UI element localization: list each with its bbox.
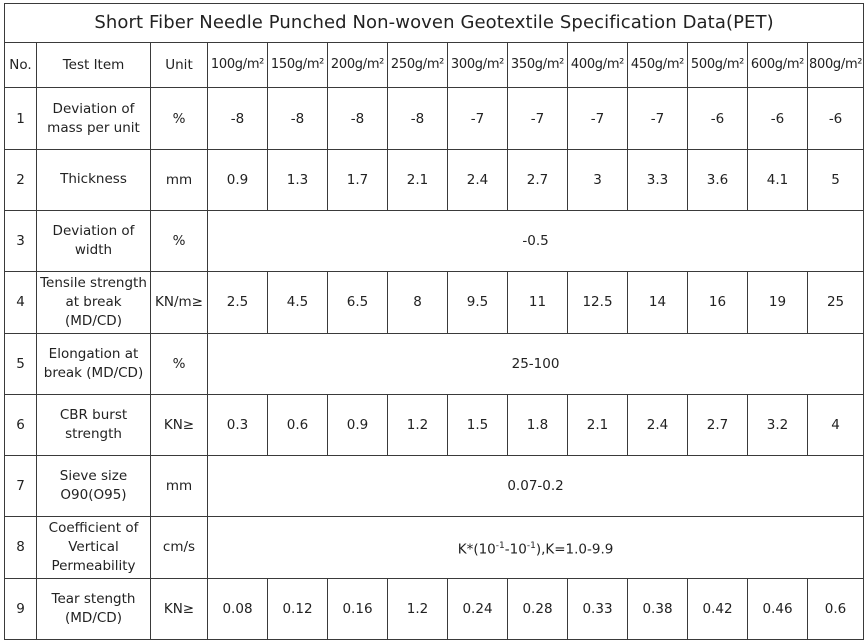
- test-item-line: Elongation at: [48, 345, 139, 362]
- value-cell: 4.5: [268, 272, 328, 333]
- header-spec: 300g/m²: [448, 43, 508, 88]
- header-spec: 400g/m²: [568, 43, 628, 88]
- row-number: 9: [5, 578, 37, 639]
- test-item-line: (MD/CD): [65, 312, 122, 329]
- header-spec: 350g/m²: [508, 43, 568, 88]
- value-cell: 4.1: [748, 149, 808, 210]
- value-cell: -7: [628, 88, 688, 149]
- formula-part: K*(10: [457, 541, 496, 558]
- value-cell: 1.7: [328, 149, 388, 210]
- unit: KN/m≥: [151, 272, 208, 333]
- header-spec: 100g/m²: [208, 43, 268, 88]
- value-cell: 0.6: [268, 394, 328, 455]
- exponent: -1: [495, 540, 505, 551]
- value-cell: 1.2: [388, 578, 448, 639]
- value-cell: -7: [568, 88, 628, 149]
- table-row: [5, 456, 864, 517]
- value-cell: 2.1: [568, 394, 628, 455]
- value-cell: 1.2: [388, 394, 448, 455]
- table-row: [5, 394, 864, 455]
- value-cell: 2.4: [448, 149, 508, 210]
- value-cell: 0.33: [568, 578, 628, 639]
- value-cell: -6: [688, 88, 748, 149]
- value-cell: 12.5: [568, 272, 628, 333]
- value-cell: -8: [328, 88, 388, 149]
- row-number: 5: [5, 333, 37, 394]
- test-item-line: CBR burst: [59, 406, 128, 423]
- value-cell: 25: [808, 272, 864, 333]
- test-item: [37, 456, 151, 517]
- value-cell: 2.7: [688, 394, 748, 455]
- test-item: [37, 272, 151, 333]
- exponent: -1: [526, 540, 536, 551]
- test-item: [37, 517, 151, 578]
- test-item: [37, 149, 151, 210]
- value-cell: 19: [748, 272, 808, 333]
- value-cell: -7: [508, 88, 568, 149]
- value-cell: -6: [808, 88, 864, 149]
- test-item-line: O90(O95): [60, 487, 127, 504]
- value-cell: 0.28: [508, 578, 568, 639]
- value-cell: 1.8: [508, 394, 568, 455]
- unit: KN≥: [151, 394, 208, 455]
- header-spec: 200g/m²: [328, 43, 388, 88]
- header-spec: 600g/m²: [748, 43, 808, 88]
- row-number: 8: [5, 517, 37, 578]
- value-cell: 8: [388, 272, 448, 333]
- header-row: [5, 43, 864, 88]
- header-spec: 800g/m²: [808, 43, 864, 88]
- value-cell: 0.38: [628, 578, 688, 639]
- formula-part: ),K=1.0-9.9: [535, 541, 614, 558]
- table-row: [5, 333, 864, 394]
- unit: mm: [151, 456, 208, 517]
- row-number: 2: [5, 149, 37, 210]
- value-cell: 5: [808, 149, 864, 210]
- test-item-line: (MD/CD): [65, 609, 122, 626]
- value-cell: 16: [688, 272, 748, 333]
- value-cell: 4: [808, 394, 864, 455]
- value-cell: 1.5: [448, 394, 508, 455]
- value-cell: -7: [448, 88, 508, 149]
- value-cell: 6.5: [328, 272, 388, 333]
- table-row: [5, 149, 864, 210]
- header-unit: Unit: [151, 43, 208, 88]
- table-row: [5, 210, 864, 271]
- test-item-line: width: [74, 242, 113, 259]
- row-number: 7: [5, 456, 37, 517]
- row-number: 6: [5, 394, 37, 455]
- test-item-line: Vertical: [68, 538, 119, 555]
- test-item: [37, 333, 151, 394]
- spec-sheet: [4, 3, 863, 640]
- header-spec: 450g/m²: [628, 43, 688, 88]
- value-cell: -8: [388, 88, 448, 149]
- unit: %: [151, 210, 208, 271]
- spec-table: [4, 3, 864, 640]
- header-spec: 150g/m²: [268, 43, 328, 88]
- table-title: Short Fiber Needle Punched Non-woven Geotextile Specification Data(PET): [5, 4, 864, 43]
- unit: cm/s: [151, 517, 208, 578]
- value-cell: 0.9: [208, 149, 268, 210]
- formula-part: -10: [504, 541, 527, 558]
- test-item-line: Tear stength: [51, 590, 136, 607]
- table-row: [5, 578, 864, 639]
- value-cell: -8: [268, 88, 328, 149]
- value-cell: 1.3: [268, 149, 328, 210]
- value-cell: 0.42: [688, 578, 748, 639]
- header-no: No.: [5, 43, 37, 88]
- header-spec: 500g/m²: [688, 43, 748, 88]
- table-row: [5, 88, 864, 149]
- value-cell: -8: [208, 88, 268, 149]
- value-cell: 2.4: [628, 394, 688, 455]
- value-cell: -6: [748, 88, 808, 149]
- unit: mm: [151, 149, 208, 210]
- unit: KN≥: [151, 578, 208, 639]
- unit: %: [151, 88, 208, 149]
- header-test-item: Test Item: [37, 43, 151, 88]
- value-cell: 0.46: [748, 578, 808, 639]
- test-item: [37, 88, 151, 149]
- value-cell: 3: [568, 149, 628, 210]
- unit: %: [151, 333, 208, 394]
- value-cell: 2.5: [208, 272, 268, 333]
- merged-value: 25-100: [208, 333, 864, 394]
- test-item-line: Deviation of: [52, 100, 135, 117]
- value-cell: 0.24: [448, 578, 508, 639]
- value-cell: 9.5: [448, 272, 508, 333]
- merged-value: 0.07-0.2: [208, 456, 864, 517]
- test-item-line: break (MD/CD): [43, 364, 144, 381]
- value-cell: 2.1: [388, 149, 448, 210]
- value-cell: 0.6: [808, 578, 864, 639]
- test-item-line: mass per unit: [47, 119, 140, 136]
- test-item-line: Deviation of: [52, 223, 135, 240]
- test-item: [37, 578, 151, 639]
- test-item-line: strength: [65, 425, 122, 442]
- value-cell: 3.2: [748, 394, 808, 455]
- table-row: [5, 272, 864, 333]
- value-cell: 0.16: [328, 578, 388, 639]
- test-item: [37, 210, 151, 271]
- value-cell: 3.6: [688, 149, 748, 210]
- header-spec: 250g/m²: [388, 43, 448, 88]
- value-cell: 11: [508, 272, 568, 333]
- value-cell: 0.9: [328, 394, 388, 455]
- table-row: [5, 517, 864, 578]
- test-item-line: Sieve size: [59, 468, 128, 485]
- row-number: 1: [5, 88, 37, 149]
- value-cell: 2.7: [508, 149, 568, 210]
- row-number: 4: [5, 272, 37, 333]
- value-cell: 0.08: [208, 578, 268, 639]
- test-item-line: Coefficient of: [48, 519, 139, 536]
- value-cell: 14: [628, 272, 688, 333]
- row-number: 3: [5, 210, 37, 271]
- test-item-line: Tensile strength: [40, 274, 147, 291]
- test-item-line: Permeability: [51, 557, 136, 574]
- merged-value: -0.5: [208, 210, 864, 271]
- test-item-line: at break: [65, 293, 122, 310]
- test-item: [37, 394, 151, 455]
- value-cell: 3.3: [628, 149, 688, 210]
- value-cell: 0.12: [268, 578, 328, 639]
- merged-value: [208, 517, 864, 578]
- value-cell: 0.3: [208, 394, 268, 455]
- title-row: [5, 4, 864, 43]
- test-item-line: Thickness: [60, 171, 127, 188]
